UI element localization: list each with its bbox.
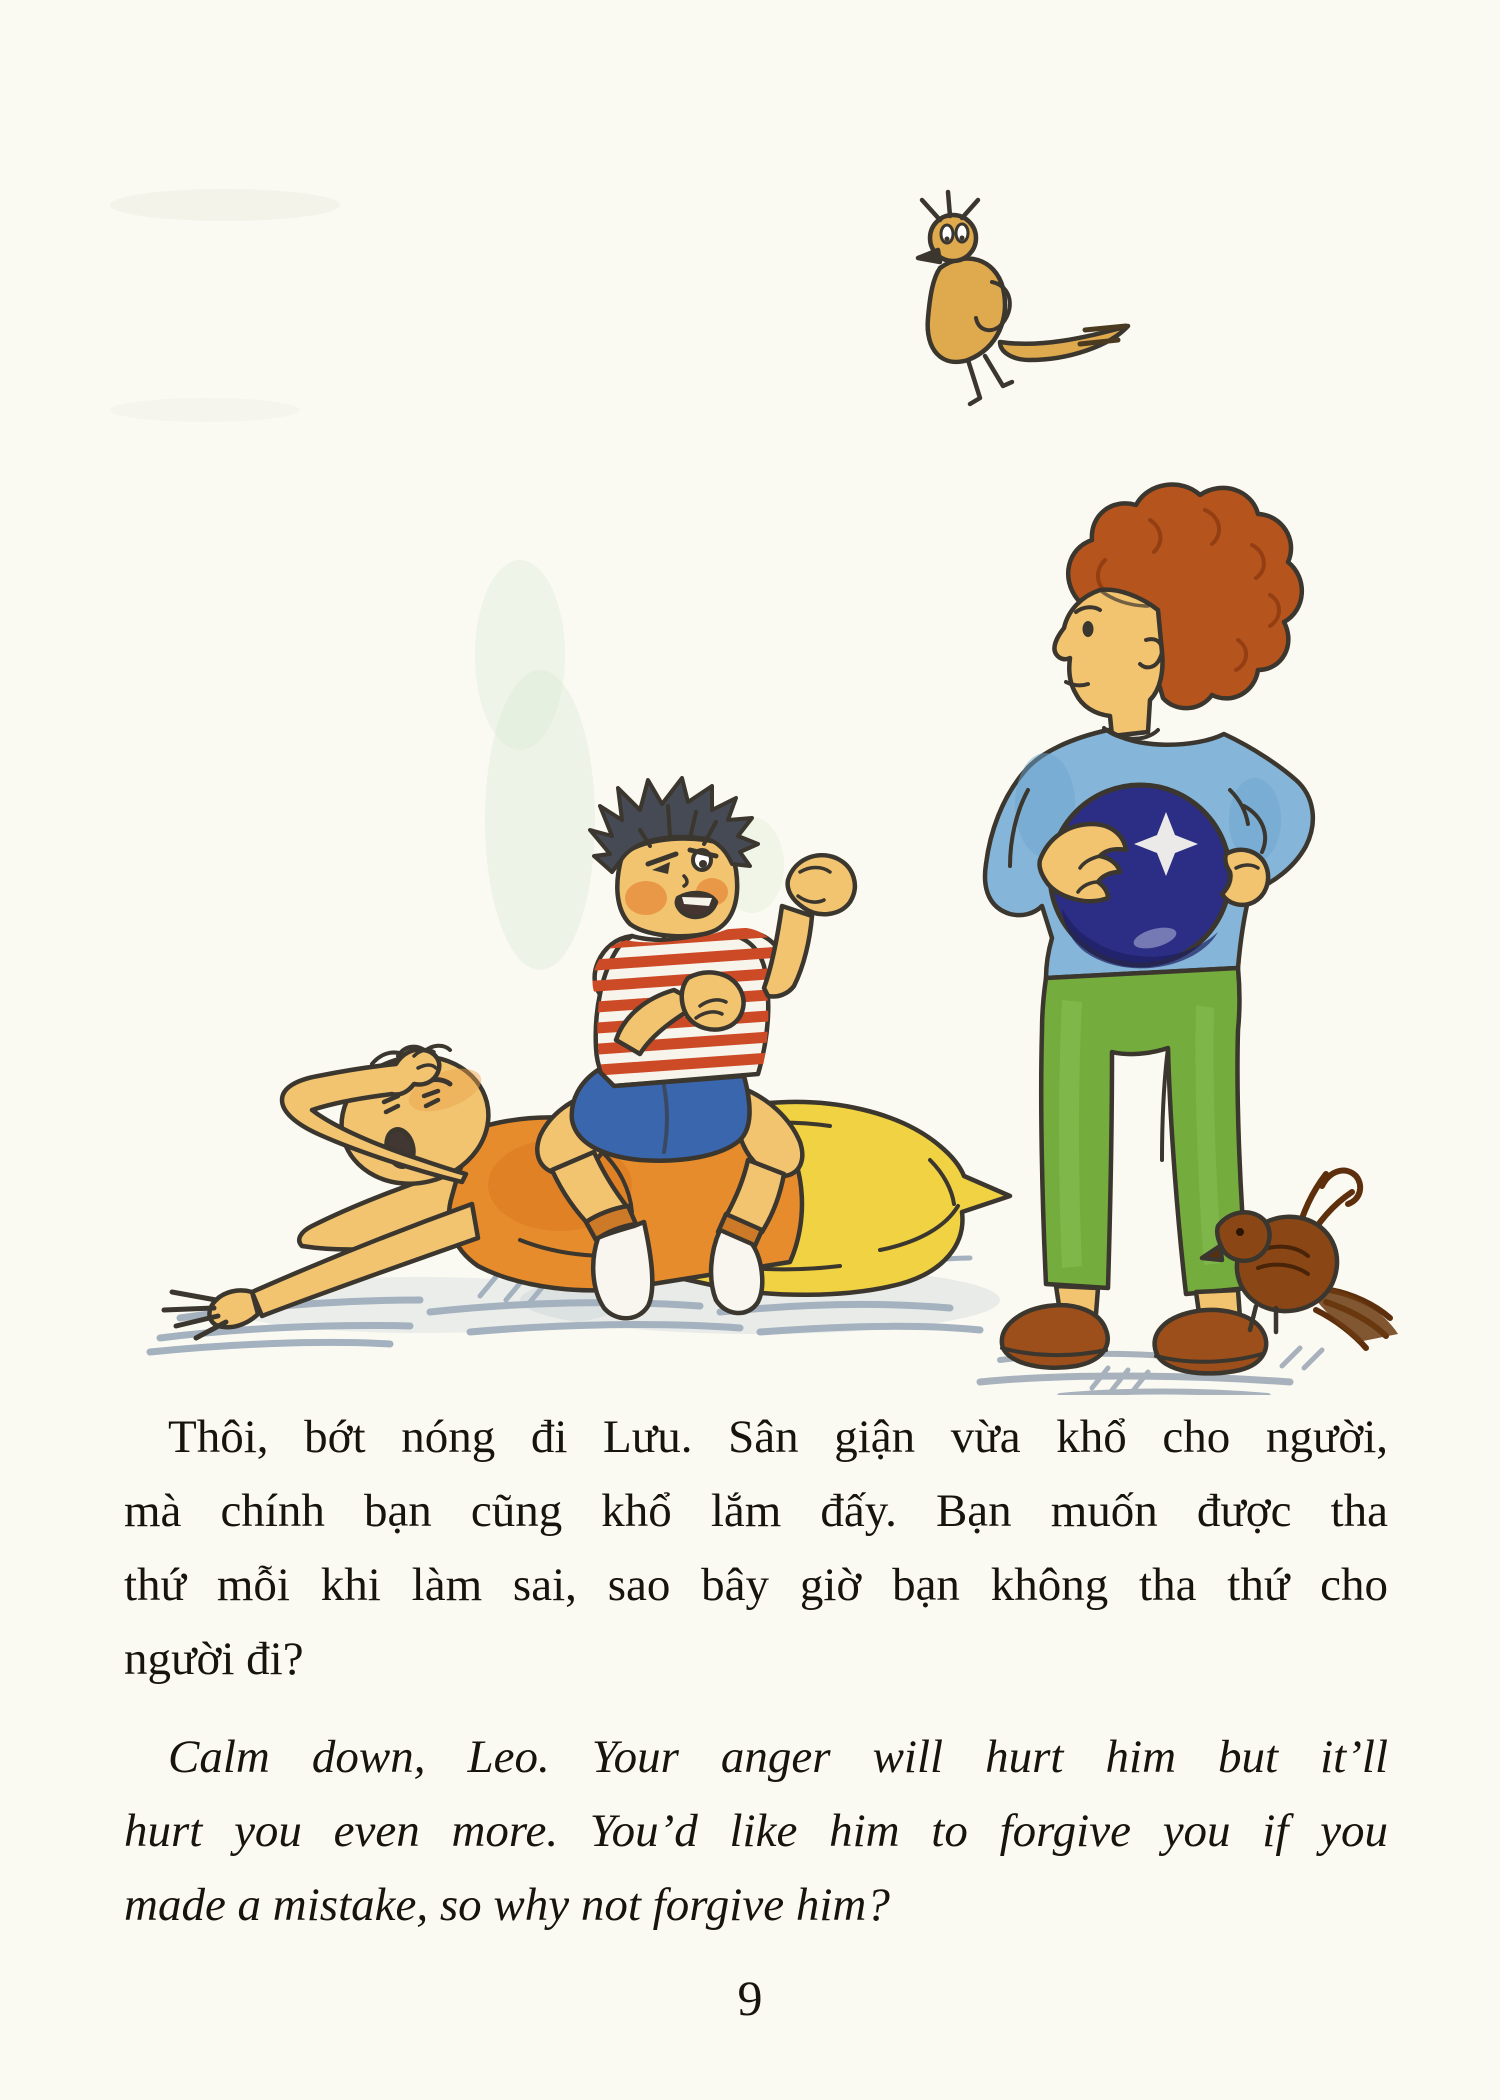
page-number: 9 xyxy=(737,1970,763,2026)
en-line-3: made a mistake, so why not forgive him? xyxy=(124,1879,890,1931)
vn-line-4: người đi? xyxy=(124,1633,304,1685)
text-block xyxy=(124,1400,1388,1942)
vn-line-2: mà chính bạn cũng khổ lắm đấy. Bạn muốn được tha xyxy=(124,1485,1388,1537)
flying-bird xyxy=(918,192,1128,404)
vn-line-1: Thôi, bớt nóng đi Lưu. Sân giận vừa khổ cho người, xyxy=(168,1411,1388,1463)
en-line-2: hurt you even more. You’d like him to forgive you if you xyxy=(124,1805,1388,1857)
paragraph-english xyxy=(124,1720,1388,1942)
paragraph-vietnamese xyxy=(124,1400,1388,1696)
vn-line-3: thứ mỗi khi làm sai, sao bây giờ bạn không tha thứ cho xyxy=(124,1559,1388,1611)
en-line-1: Calm down, Leo. Your anger will hurt him but it’ll xyxy=(168,1731,1388,1783)
